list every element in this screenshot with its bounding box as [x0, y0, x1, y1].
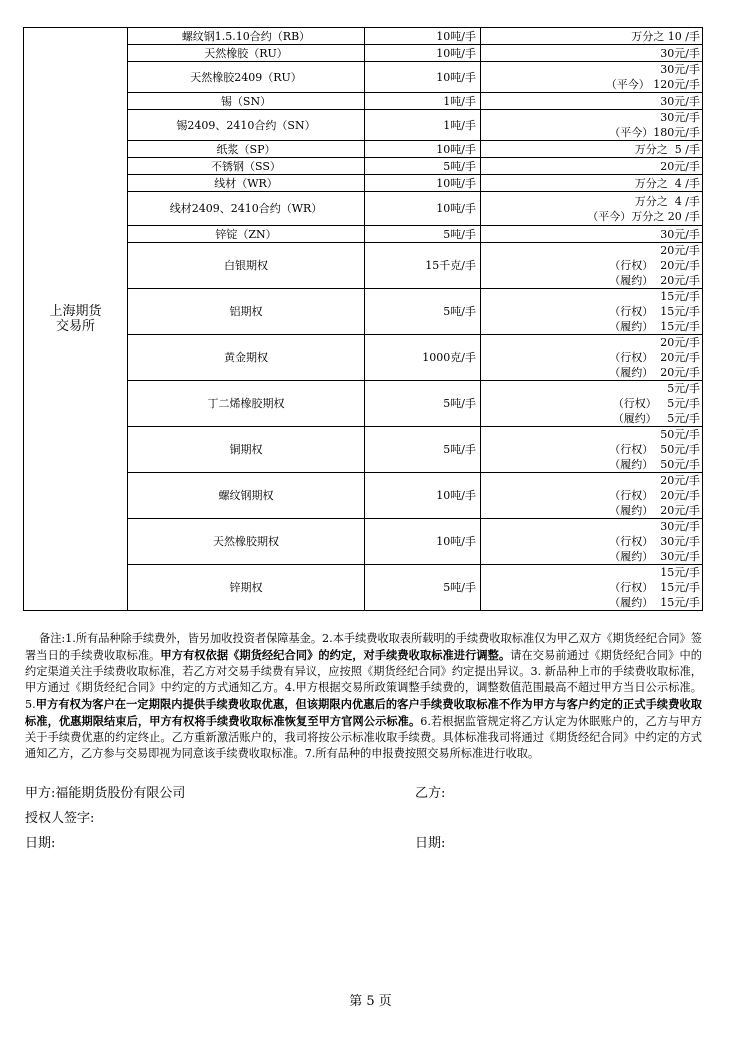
- fee-line: 15元/手: [660, 290, 700, 303]
- trading-unit: 10吨/手: [365, 519, 481, 565]
- authorized-signature-label: 授权人签字:: [25, 811, 95, 826]
- notes-bold-2: 甲方有权为客户在一定期限内提供手续费收取优惠，但该期限内优惠后的客户手续费收取标准不作为甲方与客户约定的正式手续费收取标准，优惠期限结束后，甲方有权将手续费收取标准恢复至甲方官网公示标准。: [25, 697, 702, 728]
- fee-line: 万分之 4 /手: [634, 176, 700, 190]
- party-b-label: 乙方:: [415, 786, 446, 801]
- trading-unit: 1吨/手: [365, 93, 481, 110]
- fee-cell: [481, 28, 703, 45]
- product-name: 锡2409、2410合约（SN）: [128, 110, 365, 141]
- table-row: [24, 28, 703, 45]
- fee-line: （履约） 20元/手: [609, 274, 700, 287]
- trading-unit: 10吨/手: [365, 175, 481, 192]
- fee-line: （行权） 5元/手: [612, 397, 700, 410]
- fee-cell: [481, 381, 703, 427]
- fee-line: （行权） 20元/手: [609, 259, 700, 272]
- fee-cell: [481, 473, 703, 519]
- date-a-label: 日期:: [25, 836, 56, 851]
- fee-line: （平今） 120元/手: [605, 78, 700, 91]
- fee-line: （履约） 5元/手: [612, 412, 700, 425]
- product-name: 铝期权: [128, 289, 365, 335]
- fee-cell: [481, 226, 703, 243]
- product-name: 螺纹钢期权: [128, 473, 365, 519]
- fee-line: 万分之 4 /手: [634, 194, 700, 208]
- fee-line: 30元/手: [660, 63, 700, 76]
- product-name: 不锈钢（SS）: [128, 158, 365, 175]
- fee-cell: [481, 243, 703, 289]
- product-name: 纸浆（SP）: [128, 141, 365, 158]
- product-name: 线材2409、2410合约（WR）: [128, 192, 365, 226]
- fee-line: （履约） 15元/手: [609, 596, 700, 609]
- fee-cell: [481, 289, 703, 335]
- fee-line: （履约） 20元/手: [609, 366, 700, 379]
- fee-cell: [481, 158, 703, 175]
- product-name: 天然橡胶2409（RU）: [128, 62, 365, 93]
- trading-unit: 5吨/手: [365, 381, 481, 427]
- trading-unit: 15千克/手: [365, 243, 481, 289]
- trading-unit: 1吨/手: [365, 110, 481, 141]
- notes-text-2: 请在交易前通过《期货经纪合同》中的约定渠道关注手续费收取标准，若乙方对交易手续费有异议，应按照《期货经纪合同》约定提出异议。3. 新品种上市的手续费收取标准，甲方通过《期货经纪合同》中约定的方式通知乙方。4.甲方根据交易所政策调整手续费的，调整数值范围最高不超过甲方当日公示标准。5.: [25, 649, 702, 711]
- fee-line: 20元/手: [660, 474, 700, 487]
- fee-line: （履约） 20元/手: [609, 504, 700, 517]
- trading-unit: 10吨/手: [365, 62, 481, 93]
- fee-table: [23, 27, 703, 611]
- fee-line: 15元/手: [660, 566, 700, 579]
- party-a-label: 甲方:福能期货股份有限公司: [25, 786, 186, 801]
- product-name: 丁二烯橡胶期权: [128, 381, 365, 427]
- page-number: 第 5 页: [349, 994, 392, 1009]
- fee-cell: [481, 519, 703, 565]
- date-b-label: 日期:: [415, 836, 446, 851]
- fee-line: （平今）万分之 20 /手: [587, 209, 700, 223]
- trading-unit: 5吨/手: [365, 565, 481, 611]
- trading-unit: 5吨/手: [365, 427, 481, 473]
- fee-line: （行权） 50元/手: [609, 443, 700, 456]
- fee-cell: [481, 93, 703, 110]
- fee-cell: [481, 565, 703, 611]
- fee-line: 万分之 10 /手: [631, 29, 700, 43]
- fee-cell: [481, 192, 703, 226]
- notes-text-1: 备注:1.所有品种除手续费外，皆另加收投资者保障基金。2.本手续费收取表所载明的手续费收取标准仅为甲乙双方《期货经纪合同》签署当日的手续费收取标准。: [25, 632, 702, 662]
- fee-cell: [481, 62, 703, 93]
- fee-cell: [481, 335, 703, 381]
- notes-paragraph: [25, 631, 702, 762]
- product-name: 白银期权: [128, 243, 365, 289]
- fee-line: 20元/手: [660, 159, 700, 173]
- trading-unit: 10吨/手: [365, 192, 481, 226]
- trading-unit: 10吨/手: [365, 141, 481, 158]
- fee-line: （行权） 20元/手: [609, 351, 700, 364]
- product-name: 线材（WR）: [128, 175, 365, 192]
- fee-line: 20元/手: [660, 244, 700, 257]
- fee-line: （平今）180元/手: [609, 126, 700, 139]
- fee-line: 万分之 5 /手: [634, 142, 700, 156]
- fee-line: （履约） 30元/手: [609, 550, 700, 563]
- product-name: 黄金期权: [128, 335, 365, 381]
- fee-line: 30元/手: [660, 111, 700, 124]
- fee-line: （行权） 15元/手: [609, 581, 700, 594]
- fee-cell: [481, 427, 703, 473]
- fee-line: 30元/手: [660, 520, 700, 533]
- trading-unit: 5吨/手: [365, 289, 481, 335]
- fee-line: （行权） 15元/手: [609, 305, 700, 318]
- exchange-name: 上海期货 交易所: [24, 28, 128, 611]
- product-name: 螺纹钢1.5.10合约（RB）: [128, 28, 365, 45]
- fee-line: 50元/手: [660, 428, 700, 441]
- fee-cell: [481, 45, 703, 62]
- fee-line: （履约） 50元/手: [609, 458, 700, 471]
- product-name: 锌期权: [128, 565, 365, 611]
- notes-text-3: 6.若根据监管规定将乙方认定为休眠账户的，乙方与甲方关于手续费优惠的约定终止。乙方重新激活账户的，我司将按公示标准收取手续费。具体标准我司将通过《期货经纪合同》中约定的方式通知乙方，乙方参与交易即视为同意该手续费收取标准。7.所有品种的申报费按照交易所标准进行收取。: [25, 715, 702, 760]
- trading-unit: 5吨/手: [365, 226, 481, 243]
- product-name: 锌锭（ZN）: [128, 226, 365, 243]
- fee-line: 20元/手: [660, 336, 700, 349]
- fee-cell: [481, 175, 703, 192]
- trading-unit: 5吨/手: [365, 158, 481, 175]
- fee-line: （行权） 30元/手: [609, 535, 700, 548]
- fee-line: 30元/手: [660, 94, 700, 108]
- fee-line: 30元/手: [660, 227, 700, 241]
- product-name: 锡（SN）: [128, 93, 365, 110]
- fee-line: （履约） 15元/手: [609, 320, 700, 333]
- trading-unit: 10吨/手: [365, 45, 481, 62]
- notes-bold-1: 甲方有权依据《期货经纪合同》的约定，对手续费收取标准进行调整。: [160, 648, 511, 662]
- fee-line: 30元/手: [660, 46, 700, 60]
- product-name: 天然橡胶期权: [128, 519, 365, 565]
- trading-unit: 1000克/手: [365, 335, 481, 381]
- fee-line: 5元/手: [667, 382, 700, 395]
- trading-unit: 10吨/手: [365, 473, 481, 519]
- product-name: 天然橡胶（RU）: [128, 45, 365, 62]
- trading-unit: 10吨/手: [365, 28, 481, 45]
- fee-cell: [481, 110, 703, 141]
- product-name: 铜期权: [128, 427, 365, 473]
- fee-cell: [481, 141, 703, 158]
- fee-line: （行权） 20元/手: [609, 489, 700, 502]
